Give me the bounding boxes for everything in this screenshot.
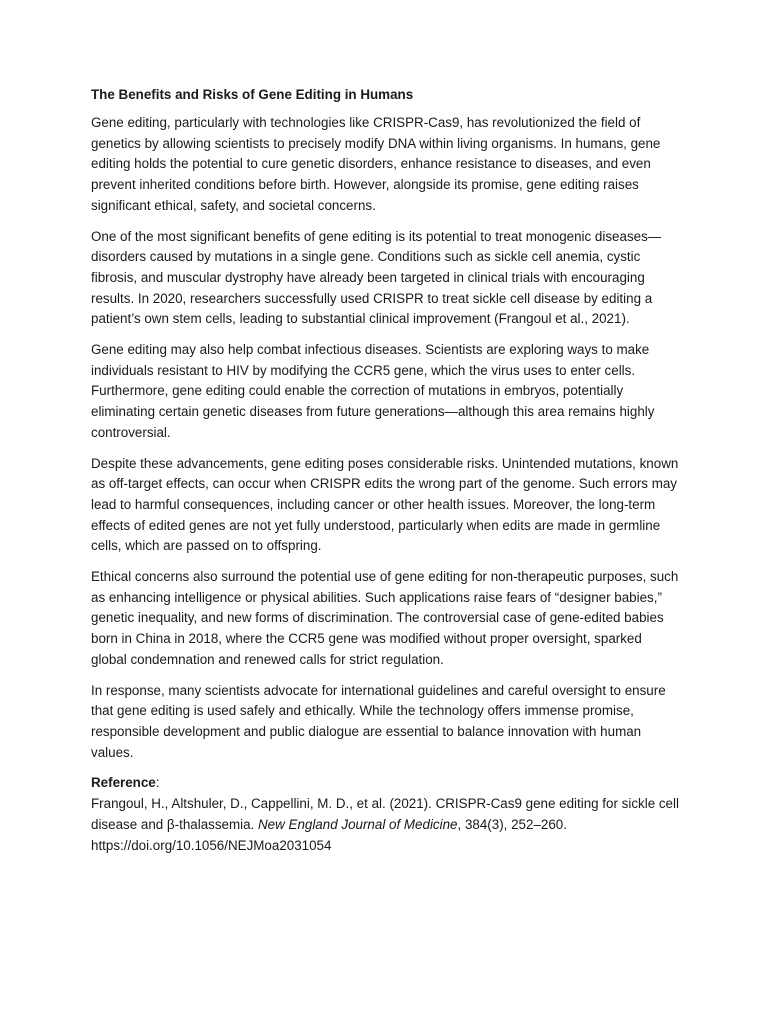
reference-citation bbox=[91, 794, 680, 856]
paragraph-infectious-diseases: Gene editing may also help combat infectious diseases. Scientists are exploring ways to make individuals resistant to HIV by modifying the CCR5 gene, which the virus uses to enter cells. Furthermore, gene editing could enable the correction of mutations in embryos, potentially eliminating certain genetic diseases from future generations—although this area remains highly controversial. bbox=[91, 342, 655, 440]
paragraph-conclusion: In response, many scientists advocate for international guidelines and careful oversight to ensure that gene editing is used safely and ethically. While the technology offers immense promise, responsible development and public dialogue are essential to balance innovation with human values. bbox=[91, 682, 666, 760]
paragraph-risks: Despite these advancements, gene editing poses considerable risks. Unintended mutations, known as off-target effects, can occur when CRISPR edits the wrong part of the genome. Such errors may lead to harmful consequences, including cancer or other health issues. Moreover, the long-term effects of edited genes are not yet fully understood, particularly when edits are made in germline cells, which are passed on to offspring. bbox=[91, 455, 679, 554]
reference-journal: New England Journal of Medicine bbox=[258, 816, 458, 832]
paragraph-intro: Gene editing, particularly with technologies like CRISPR-Cas9, has revolutionized the field of genetics by allowing scientists to precisely modify DNA within living organisms. In humans, gene editing holds the potential to cure genetic disorders, enhance resistance to diseases, and even prevent inherited conditions before birth. However, alongside its promise, gene editing raises significant ethical, safety, and societal concerns. bbox=[91, 115, 661, 213]
paragraph-ethical-concerns: Ethical concerns also surround the potential use of gene editing for non-therapeutic purposes, such as enhancing intelligence or physical abilities. Such applications raise fears of “designer babies,” genetic inequality, and new forms of discrimination. The controversial case of gene-edited babies born in China in 2018, where the CCR5 gene was modified without proper oversight, sparked global condemnation and renewed calls for strict regulation. bbox=[91, 569, 679, 667]
reference-heading-colon: : bbox=[155, 775, 160, 791]
reference-heading bbox=[91, 773, 680, 794]
reference-heading-label: Reference bbox=[91, 775, 156, 791]
reference-authors-title: Frangoul, H., Altshuler, D., Cappellini, M. D., et al. (2021). CRISPR-Cas9 gene editing for sickle cell disease and β-thalassemia. bbox=[91, 796, 679, 832]
reference-details: , 384(3), 252–260. https://doi.org/10.1056/NEJMoa2031054 bbox=[91, 816, 567, 853]
document-title: The Benefits and Risks of Gene Editing in Humans bbox=[91, 87, 414, 102]
paragraph-benefits-monogenic: One of the most significant benefits of gene editing is its potential to treat monogenic diseases—disorders caused by mutations in a single gene. Conditions such as sickle cell anemia, cystic fibrosis, and muscular dystrophy have already been targeted in clinical trials with encouraging results. In 2020, researchers successfully used CRISPR to treat sickle cell disease by editing a patient’s own stem cells, leading to substantial clinical improvement (Frangoul et al., 2021). bbox=[91, 228, 662, 327]
